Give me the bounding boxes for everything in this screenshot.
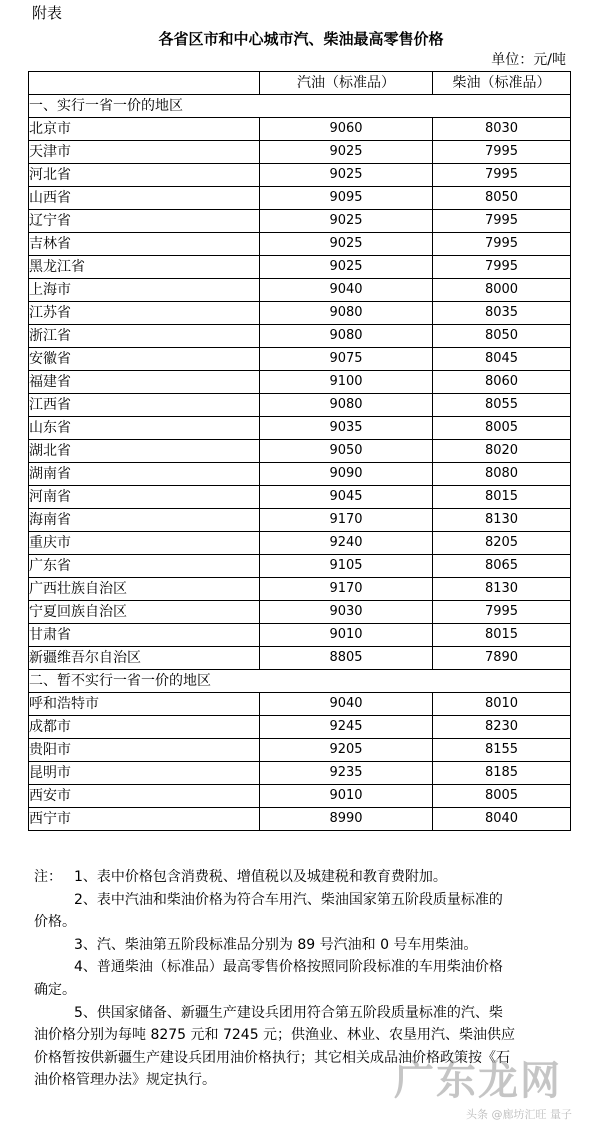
gasoline-price: 9040	[260, 693, 433, 716]
note-text: 价格。	[34, 914, 76, 931]
price-table	[28, 71, 571, 831]
table-row	[29, 417, 571, 440]
diesel-price: 8015	[433, 486, 571, 509]
diesel-price: 7995	[433, 141, 571, 164]
region-name: 浙江省	[29, 325, 260, 348]
region-name: 广西壮族自治区	[29, 578, 260, 601]
diesel-price: 7890	[433, 647, 571, 670]
gasoline-price: 9080	[260, 302, 433, 325]
diesel-price: 8230	[433, 716, 571, 739]
gasoline-price: 9235	[260, 762, 433, 785]
note-line	[34, 911, 564, 934]
price-table-body	[29, 72, 571, 831]
diesel-price: 7995	[433, 233, 571, 256]
gasoline-price: 9025	[260, 141, 433, 164]
section-row	[29, 670, 571, 693]
gasoline-price: 9025	[260, 164, 433, 187]
note-line	[34, 956, 564, 979]
header-gasoline: 汽油（标准品）	[260, 72, 433, 95]
diesel-price: 8080	[433, 463, 571, 486]
region-name: 北京市	[29, 118, 260, 141]
table-row	[29, 371, 571, 394]
section-row	[29, 95, 571, 118]
region-name: 山西省	[29, 187, 260, 210]
region-name: 山东省	[29, 417, 260, 440]
region-name: 广东省	[29, 555, 260, 578]
region-name: 湖南省	[29, 463, 260, 486]
table-row	[29, 118, 571, 141]
unit-label: 单位：元/吨	[491, 52, 566, 68]
note-text: 1、表中价格包含消费税、增值税以及城建税和教育费附加。	[74, 869, 447, 885]
diesel-price: 8130	[433, 578, 571, 601]
gasoline-price: 9035	[260, 417, 433, 440]
diesel-price: 8050	[433, 187, 571, 210]
header-diesel: 柴油（标准品）	[433, 72, 571, 95]
diesel-price: 8000	[433, 279, 571, 302]
header-row	[29, 72, 571, 95]
region-name: 湖北省	[29, 440, 260, 463]
region-name: 西宁市	[29, 808, 260, 831]
table-row	[29, 486, 571, 509]
table-row	[29, 693, 571, 716]
notes-prefix: 注：	[34, 869, 62, 885]
note-line	[34, 1002, 564, 1025]
gasoline-price: 9010	[260, 624, 433, 647]
section-label: 二、暂不实行一省一价的地区	[29, 670, 571, 693]
note-line	[34, 979, 564, 1002]
gasoline-price: 9010	[260, 785, 433, 808]
table-row	[29, 716, 571, 739]
table-row	[29, 279, 571, 302]
gasoline-price: 9025	[260, 210, 433, 233]
region-name: 黑龙江省	[29, 256, 260, 279]
table-row	[29, 210, 571, 233]
gasoline-price: 9030	[260, 601, 433, 624]
region-name: 上海市	[29, 279, 260, 302]
table-row	[29, 785, 571, 808]
table-row	[29, 739, 571, 762]
table-row	[29, 325, 571, 348]
gasoline-price: 9105	[260, 555, 433, 578]
diesel-price: 8130	[433, 509, 571, 532]
table-row	[29, 555, 571, 578]
diesel-price: 8040	[433, 808, 571, 831]
gasoline-price: 9075	[260, 348, 433, 371]
table-row	[29, 601, 571, 624]
note-text: 油价格管理办法》规定执行。	[34, 1072, 216, 1089]
gasoline-price: 9025	[260, 233, 433, 256]
diesel-price: 8055	[433, 394, 571, 417]
note-text: 3、汽、柴油第五阶段标准品分别为 89 号汽油和 0 号车用柴油。	[74, 936, 478, 953]
table-row	[29, 233, 571, 256]
region-name: 重庆市	[29, 532, 260, 555]
region-name: 福建省	[29, 371, 260, 394]
table-row	[29, 578, 571, 601]
region-name: 江西省	[29, 394, 260, 417]
gasoline-price: 9205	[260, 739, 433, 762]
note-line	[34, 866, 564, 889]
gasoline-price: 9025	[260, 256, 433, 279]
diesel-price: 8005	[433, 417, 571, 440]
gasoline-price: 9100	[260, 371, 433, 394]
diesel-price: 8185	[433, 762, 571, 785]
region-name: 江苏省	[29, 302, 260, 325]
gasoline-price: 9245	[260, 716, 433, 739]
diesel-price: 8205	[433, 532, 571, 555]
region-name: 西安市	[29, 785, 260, 808]
table-row	[29, 463, 571, 486]
table-row	[29, 532, 571, 555]
gasoline-price: 9170	[260, 578, 433, 601]
header-region	[29, 72, 260, 95]
region-name: 河北省	[29, 164, 260, 187]
diesel-price: 8060	[433, 371, 571, 394]
region-name: 贵阳市	[29, 739, 260, 762]
diesel-price: 8010	[433, 693, 571, 716]
diesel-price: 8005	[433, 785, 571, 808]
table-row	[29, 164, 571, 187]
gasoline-price: 9040	[260, 279, 433, 302]
diesel-price: 7995	[433, 256, 571, 279]
table-row	[29, 187, 571, 210]
diesel-price: 7995	[433, 210, 571, 233]
table-row	[29, 762, 571, 785]
region-name: 安徽省	[29, 348, 260, 371]
annex-label: 附表	[32, 4, 63, 22]
diesel-price: 8035	[433, 302, 571, 325]
gasoline-price: 9170	[260, 509, 433, 532]
table-title: 各省区市和中心城市汽、柴油最高零售价格	[158, 30, 444, 48]
diesel-price: 7995	[433, 164, 571, 187]
note-text: 5、供国家储备、新疆生产建设兵团用符合第五阶段质量标准的汽、柴	[74, 1004, 503, 1021]
diesel-price: 8065	[433, 555, 571, 578]
gasoline-price: 9080	[260, 325, 433, 348]
note-text: 2、表中汽油和柴油价格为符合车用汽、柴油国家第五阶段质量标准的	[74, 891, 503, 908]
note-text: 油价格分别为每吨 8275 元和 7245 元；供渔业、林业、农垦用汽、柴油供应	[34, 1027, 516, 1044]
diesel-price: 8155	[433, 739, 571, 762]
table-row	[29, 256, 571, 279]
section-label: 一、实行一省一价的地区	[29, 95, 571, 118]
diesel-price: 8015	[433, 624, 571, 647]
region-name: 海南省	[29, 509, 260, 532]
region-name: 新疆维吾尔自治区	[29, 647, 260, 670]
note-text: 确定。	[34, 981, 76, 998]
gasoline-price: 8805	[260, 647, 433, 670]
gasoline-price: 9080	[260, 394, 433, 417]
diesel-price: 7995	[433, 601, 571, 624]
note-line	[34, 1024, 564, 1047]
gasoline-price: 9240	[260, 532, 433, 555]
diesel-price: 8045	[433, 348, 571, 371]
table-row	[29, 624, 571, 647]
diesel-price: 8050	[433, 325, 571, 348]
region-name: 呼和浩特市	[29, 693, 260, 716]
table-row	[29, 141, 571, 164]
gasoline-price: 9090	[260, 463, 433, 486]
gasoline-price: 8990	[260, 808, 433, 831]
region-name: 天津市	[29, 141, 260, 164]
region-name: 吉林省	[29, 233, 260, 256]
region-name: 河南省	[29, 486, 260, 509]
gasoline-price: 9095	[260, 187, 433, 210]
diesel-price: 8030	[433, 118, 571, 141]
region-name: 昆明市	[29, 762, 260, 785]
region-name: 甘肃省	[29, 624, 260, 647]
table-row	[29, 808, 571, 831]
diesel-price: 8020	[433, 440, 571, 463]
table-row	[29, 302, 571, 325]
note-line	[34, 934, 564, 957]
note-text: 价格暂按供新疆生产建设兵团用油价格执行；其它相关成品油价格政策按《石	[34, 1049, 510, 1066]
table-row	[29, 647, 571, 670]
watermark-caption: 头条 @廊坊汇旺 量子	[466, 1108, 572, 1121]
region-name: 辽宁省	[29, 210, 260, 233]
note-line	[34, 889, 564, 912]
region-name: 成都市	[29, 716, 260, 739]
region-name: 宁夏回族自治区	[29, 601, 260, 624]
table-row	[29, 509, 571, 532]
watermark-logo: 广东龙网	[394, 1057, 562, 1104]
gasoline-price: 9060	[260, 118, 433, 141]
table-row	[29, 440, 571, 463]
note-text: 4、普通柴油（标准品）最高零售价格按照同阶段标准的车用柴油价格	[74, 959, 503, 976]
table-row	[29, 394, 571, 417]
gasoline-price: 9045	[260, 486, 433, 509]
table-row	[29, 348, 571, 371]
gasoline-price: 9050	[260, 440, 433, 463]
